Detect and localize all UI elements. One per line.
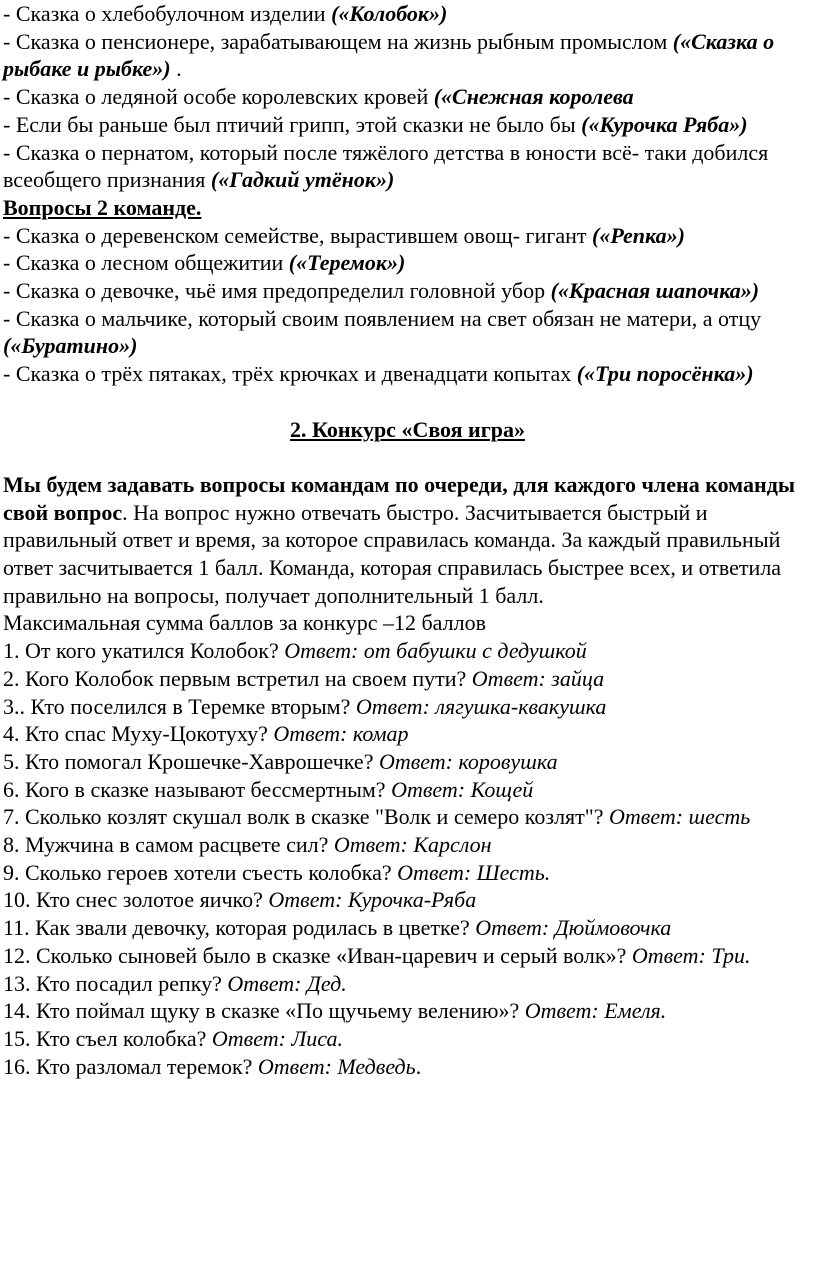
quiz-answer: Ответ: Дед.: [227, 970, 347, 996]
quiz-answer: Ответ: Шесть.: [397, 859, 551, 885]
max-score: Максимальная сумма баллов за конкурс –12 баллов: [3, 610, 486, 636]
team2-heading: Вопросы 2 команде.: [3, 194, 202, 220]
quiz-item: 2. Кого Колобок первым встретил на своем пути? Ответ: зайца: [3, 665, 605, 691]
quiz-answer: Ответ: зайца: [471, 665, 605, 691]
quiz-item: 16. Кто разломал теремок? Ответ: Медведь.: [3, 1053, 422, 1079]
quiz-item: 14. Кто поймал щуку в сказке «По щучьему велению»? Ответ: Емеля.: [3, 998, 667, 1024]
quiz-answer: Ответ: комар: [273, 721, 409, 747]
quiz-item: 3.. Кто поселился в Теремке вторым? Ответ: лягушка-квакушка: [3, 693, 607, 719]
team1-question-5: - Сказка о пернатом, который после тяжёлого детства в юности всё- таки добился всеобщего признания («Гадкий утёнок»): [3, 139, 769, 193]
spacer: [3, 388, 812, 416]
spacer: [3, 443, 812, 471]
quiz-list: [3, 637, 812, 1080]
team2-questions: [3, 222, 812, 388]
intro-bold: Мы будем задавать вопросы командам по очереди, для каждого члена команды свой вопрос: [3, 471, 795, 525]
quiz-item: 7. Сколько козлят скушал волк в сказке "Волк и семеро козлят"? Ответ: шесть: [3, 804, 751, 830]
quiz-answer: Ответ: шесть: [609, 804, 751, 830]
answer: («Буратино»): [3, 333, 138, 359]
quiz-item: 13. Кто посадил репку? Ответ: Дед.: [3, 970, 347, 996]
quiz-item: 11. Как звали девочку, которая родилась в цветке? Ответ: Дюймовочка: [3, 915, 672, 941]
quiz-answer: Ответ: Три.: [631, 942, 751, 968]
quiz-item: 4. Кто спас Муху-Цокотуху? Ответ: комар: [3, 721, 409, 747]
quiz-answer: Ответ: Карслон: [333, 832, 492, 858]
answer: («Курочка Ряба»): [581, 111, 748, 137]
quiz-item: 6. Кого в сказке называют бессмертным? Ответ: Кощей: [3, 776, 534, 802]
quiz-answer: Ответ: коровушка: [378, 748, 558, 774]
team1-questions: [3, 0, 812, 194]
quiz-answer: Ответ: Кощей: [391, 776, 534, 802]
answer: («Три поросёнка»): [576, 361, 754, 387]
answer: («Теремок»): [288, 250, 406, 276]
answer: («Колобок»): [331, 1, 448, 26]
team1-question-4: - Если бы раньше был птичий грипп, этой сказки не было бы («Курочка Ряба»): [3, 111, 748, 137]
team1-question-3: - Сказка о ледяной особе королевских кровей («Снежная королева: [3, 84, 634, 110]
quiz-answer: Ответ: Курочка-Ряба: [268, 887, 477, 913]
team2-question-1: - Сказка о деревенском семействе, вырастившем овощ- гигант («Репка»): [3, 222, 685, 248]
answer: («Сказка о рыбаке и рыбке»): [3, 28, 775, 82]
quiz-item: 12. Сколько сыновей было в сказке «Иван-царевич и серый волк»? Ответ: Три.: [3, 942, 751, 968]
answer: («Красная шапочка»): [550, 278, 760, 304]
intro-rest: . На вопрос нужно отвечать быстро. Засчитывается быстрый и правильный ответ и время, за которое справилась команда. За каждый правильный ответ засчитывается 1 балл. Команда, которая справилась быстрее всех, и ответила правильно на вопросы, получает дополнительный 1 балл.: [3, 499, 782, 608]
quiz-answer: Ответ: Лиса.: [211, 1025, 343, 1051]
quiz-item: 9. Сколько героев хотели съесть колобка? Ответ: Шесть.: [3, 859, 551, 885]
team2-question-3: - Сказка о девочке, чьё имя предопределил головной убор («Красная шапочка»): [3, 278, 760, 304]
intro-paragraph: [3, 471, 812, 610]
answer: («Репка»): [592, 222, 685, 248]
team1-question-2: - Сказка о пенсионере, зарабатывающем на жизнь рыбным промыслом («Сказка о рыбаке и рыбке») .: [3, 28, 775, 82]
quiz-answer: Ответ: от бабушки с дедушкой: [284, 638, 587, 664]
quiz-item: 15. Кто съел колобка? Ответ: Лиса.: [3, 1025, 343, 1051]
section-title: 2. Конкурс «Своя игра»: [290, 416, 525, 442]
quiz-answer: Ответ: лягушка-квакушка: [355, 693, 607, 719]
quiz-item: 8. Мужчина в самом расцвете сил? Ответ: Карслон: [3, 832, 492, 858]
quiz-answer: Ответ: Емеля.: [524, 998, 667, 1024]
quiz-answer: Ответ: Медведь: [257, 1053, 416, 1079]
team2-question-5: - Сказка о трёх пятаках, трёх крючках и двенадцати копытах («Три поросёнка»): [3, 361, 754, 387]
quiz-item: 10. Кто снес золотое яичко? Ответ: Курочка-Ряба: [3, 887, 477, 913]
quiz-item: 1. От кого укатился Колобок? Ответ: от бабушки с дедушкой: [3, 638, 587, 664]
answer: («Снежная королева: [433, 84, 634, 110]
quiz-item: 5. Кто помогал Крошечке-Хаврошечке? Ответ: коровушка: [3, 748, 558, 774]
answer: («Гадкий утёнок»): [210, 167, 395, 193]
quiz-answer: Ответ: Дюймовочка: [475, 915, 672, 941]
team2-question-4: - Сказка о мальчике, который своим появлением на свет обязан не матери, а отцу («Буратино»): [3, 305, 762, 359]
team1-question-1: - Сказка о хлебобулочном изделии («Колобок»): [3, 1, 448, 26]
team2-question-2: - Сказка о лесном общежитии («Теремок»): [3, 250, 406, 276]
